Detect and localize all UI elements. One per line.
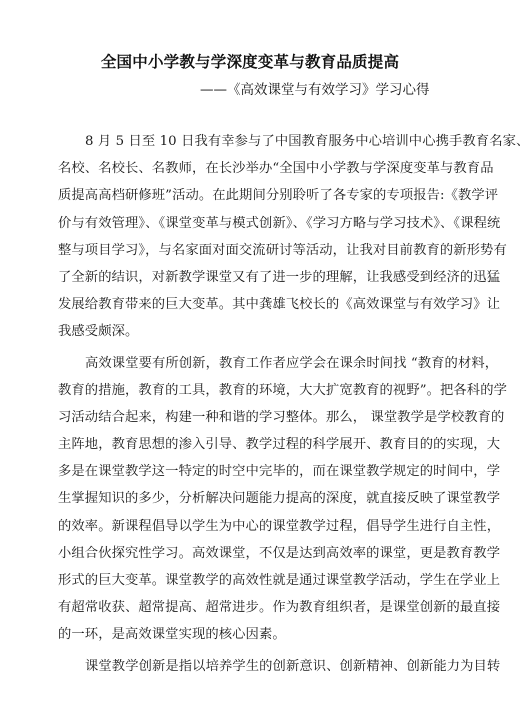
- paragraph: [58, 128, 529, 346]
- text-line: 价与有效管理》、《课堂变革与模式创新》、《学习方略与学习技术》、《课程统: [58, 215, 501, 231]
- text-line: 整与项目学习》，与名家面对面交流研讨等活动，让我对目前教育的新形势有: [58, 242, 507, 258]
- paragraph: [58, 350, 507, 649]
- text-line: 主阵地，教育思想的渗入引导、教学过程的科学展开、教育目的的实现，大: [58, 437, 501, 453]
- document-subtitle: ——《高效课堂与有效学习》学习心得: [200, 82, 430, 98]
- text-line: 的一环，是高效课堂实现的核心因素。: [58, 627, 286, 643]
- text-line: 形式的巨大变革。课堂教学的高效性就是通过课堂教学活动，学生在学业上: [58, 573, 501, 588]
- text-line: 的效率。新课程倡导以学生为中心的课堂教学过程，倡导学生进行自主性，: [58, 518, 501, 534]
- paragraph: [58, 653, 501, 680]
- text-line: 小组合伙探究性学习。高效课堂，不仅是达到高效率的课堂，更是教育教学: [58, 545, 501, 561]
- text-line: 质提高高档研修班”活动。在此期间分别聆听了各专家的专项报告:《教学评: [58, 188, 499, 204]
- document-title: 全国中小学教与学深度变革与教育品质提高: [100, 53, 400, 71]
- text-line: 我感受颇深。: [58, 324, 139, 340]
- text-line: 8 月 5 日至 10 日我有幸参与了中国教育服务中心培训中心携手教育名家、: [85, 134, 529, 149]
- text-line: 有超常收获、超常提高、超常进步。作为教育组织者，是课堂创新的最直接: [58, 600, 501, 616]
- text-line: 发展给教育带来的巨大变革。其中龚雄飞校长的《高效课堂与有效学习》让: [58, 297, 501, 313]
- document-body: [58, 128, 529, 680]
- text-line: 教育的措施，教育的工具，教育的环境，大大扩宽教育的视野”。把各科的学: [58, 382, 507, 398]
- text-line: 高效课堂要有所创新，教育工作者应学会在课余时间找 “教育的材料，: [85, 355, 499, 371]
- text-line: 习活动结合起来，构建一种和谐的学习整体。那么， 课堂教学是学校教育的: [58, 409, 505, 425]
- text-line: 生掌握知识的多少，分析解决问题能力提高的深度，就直接反映了课堂教学: [58, 491, 501, 507]
- text-line: 了全新的结识，对新教学课堂又有了进一步的理解，让我感受到经济的迅猛: [58, 269, 501, 285]
- text-line: 课堂教学创新是指以培养学生的创新意识、创新精神、创新能力为目转: [85, 658, 501, 674]
- text-line: 多是在课堂教学这一特定的时空中完毕的，而在课堂教学规定的时间中，学: [58, 464, 501, 480]
- text-line: 名校、名校长、名教师，在长沙举办“全国中小学教与学深度变革与教育品: [58, 161, 494, 177]
